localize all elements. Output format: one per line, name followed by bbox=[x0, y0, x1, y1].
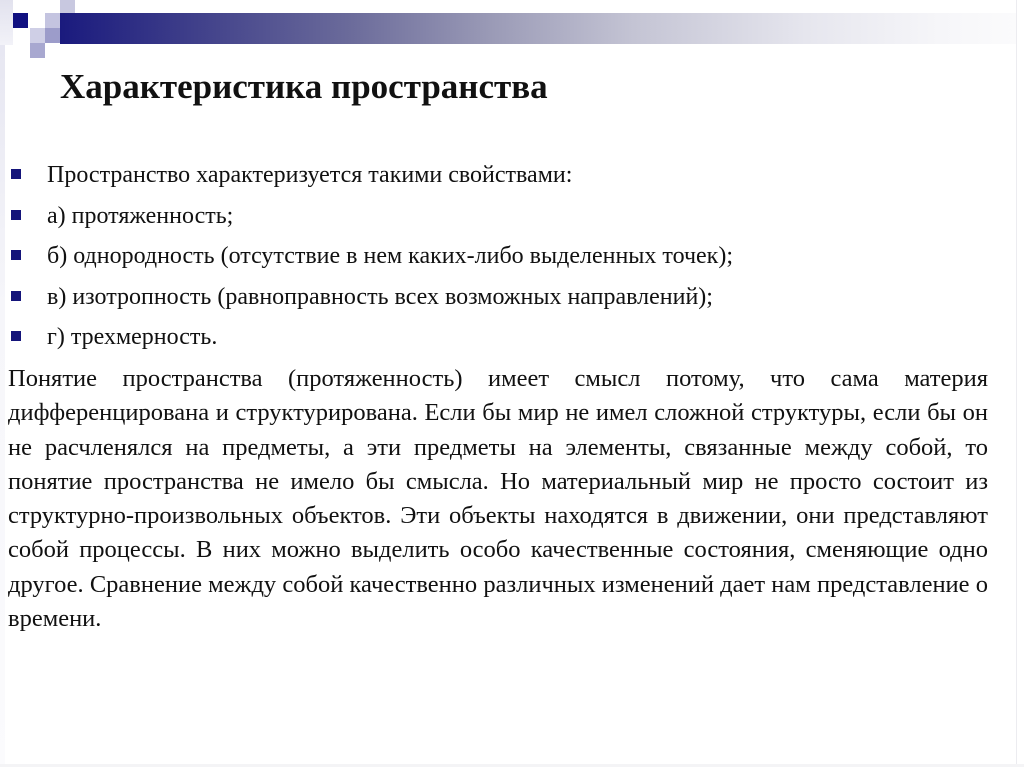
deco-square-icon bbox=[60, 0, 75, 13]
bullet-item bbox=[0, 158, 733, 199]
bullet-item bbox=[0, 199, 733, 240]
square-bullet-icon bbox=[11, 210, 21, 220]
bullet-item bbox=[0, 280, 733, 321]
bullet-text: б) однородность (отсутствие в нем каких-либо выделенных точек); bbox=[47, 243, 734, 269]
right-edge-line bbox=[1016, 0, 1017, 767]
deco-square-icon bbox=[30, 28, 45, 43]
square-bullet-icon bbox=[11, 169, 21, 179]
bullet-item bbox=[0, 239, 733, 280]
deco-square-icon bbox=[0, 0, 13, 45]
square-bullet-icon bbox=[11, 250, 21, 260]
body-paragraph: Понятие пространства (протяженность) имеет смысл потому, что сама материя дифференцирована и структурирована. Если бы мир не имел сложной структуры, если бы он не расчленялся на предметы, а эти предметы на элементы, связанные между собой, то понятие пространства не имело бы смысла. Но материальный мир не просто состоит из структурно-произвольных объектов. Эти объекты находятся в движении, они представляют собой процессы. В них можно выделить особо качественные состояния, сменяющие одно другое. Сравнение между собой качественно различных изменений дает нам представление о времени. bbox=[8, 365, 988, 633]
bullet-text: а) протяженность; bbox=[47, 202, 234, 229]
deco-square-icon bbox=[13, 13, 28, 28]
header-gradient-bar bbox=[60, 13, 1016, 44]
deco-square-icon bbox=[45, 13, 60, 28]
bullet-text: г) трехмерность. bbox=[47, 324, 218, 350]
slide-title: Характеристика пространства bbox=[60, 67, 548, 106]
square-bullet-icon bbox=[11, 331, 21, 341]
deco-square-icon bbox=[45, 28, 60, 43]
bullet-item bbox=[0, 320, 733, 361]
bullet-text: в) изотропность (равноправность всех возможных направлений); bbox=[47, 283, 713, 310]
bullet-text: Пространство характеризуется такими свойствами: bbox=[47, 162, 573, 188]
left-edge-strip bbox=[0, 0, 5, 767]
square-bullet-icon bbox=[11, 291, 21, 301]
bullet-list bbox=[0, 158, 733, 361]
deco-square-icon bbox=[30, 43, 45, 58]
